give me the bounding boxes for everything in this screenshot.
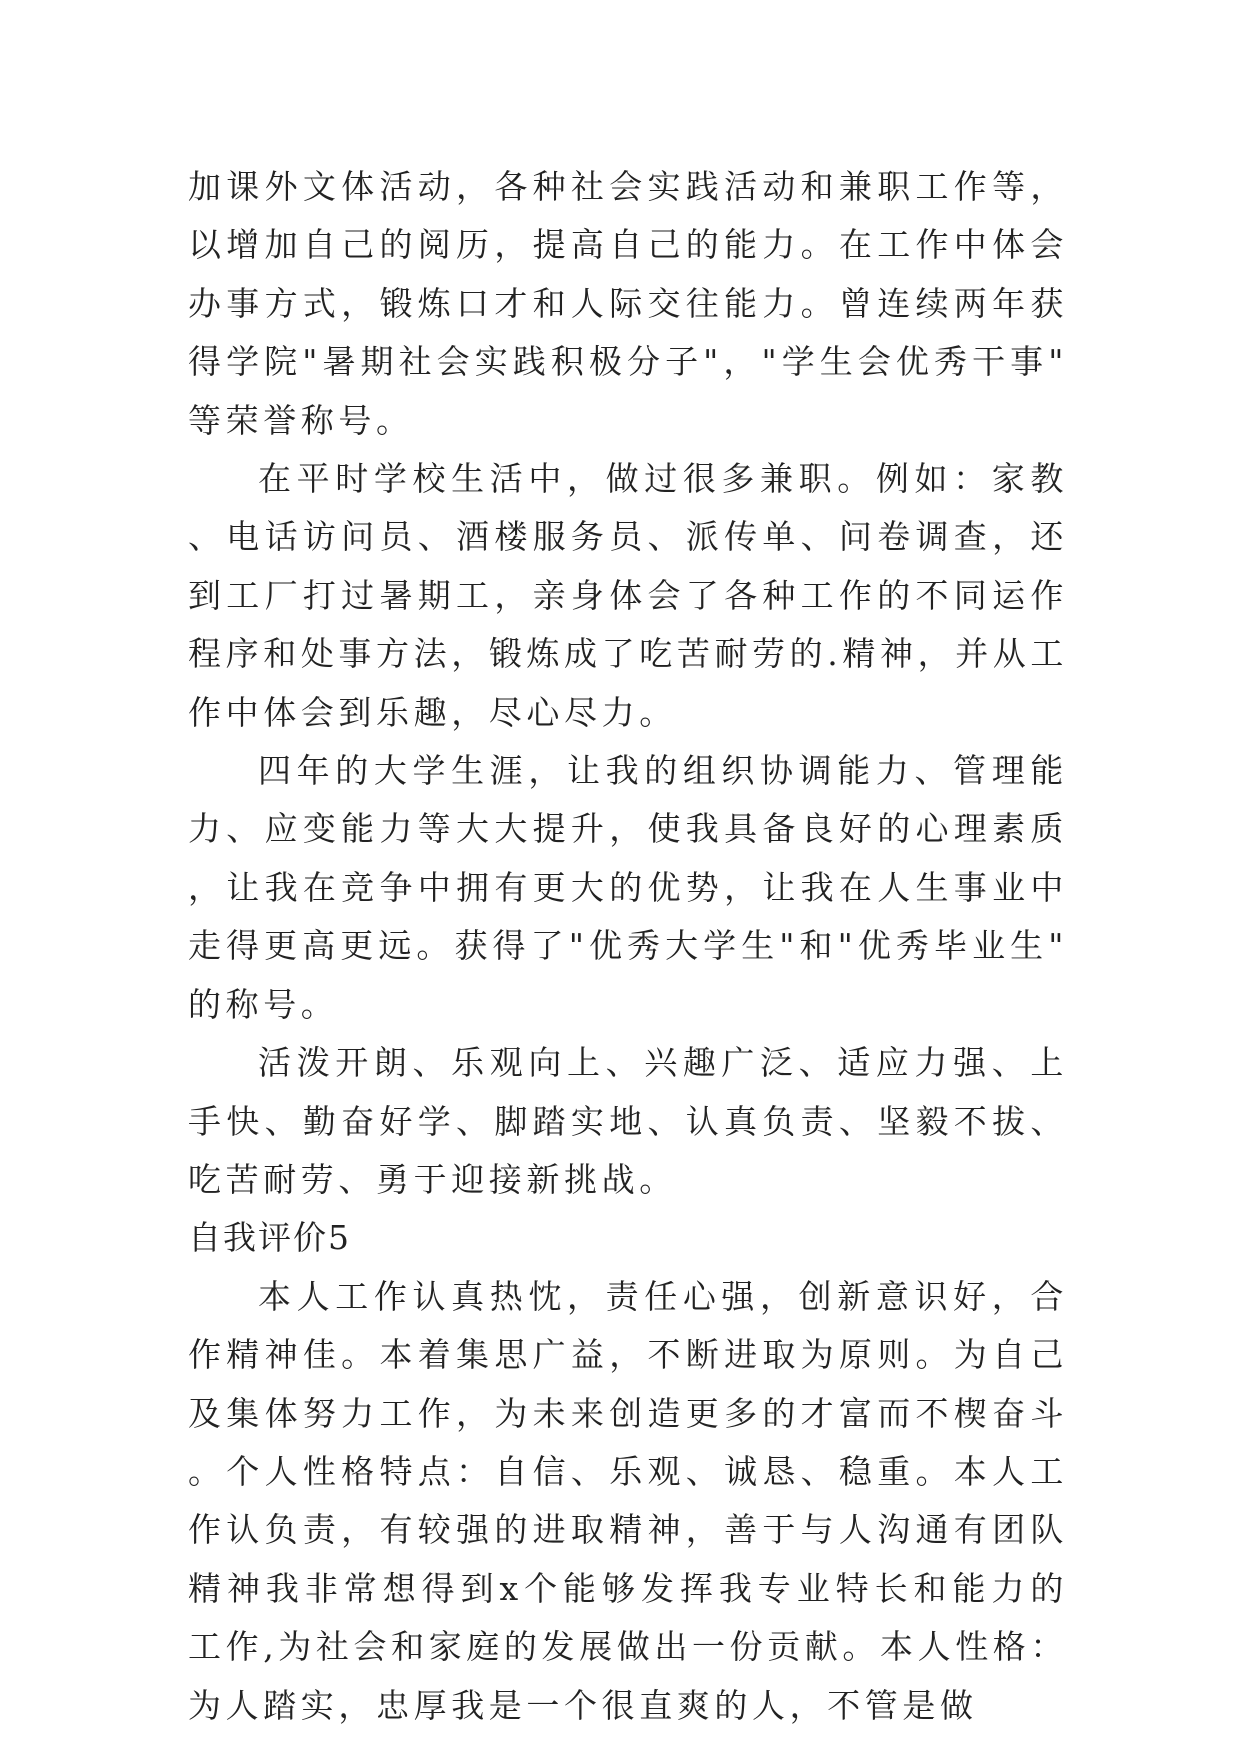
paragraph-activities: 加课外文体活动，各种社会实践活动和兼职工作等，以增加自己的阅历，提高自己的能力。在工作中体会办事方式，锻炼口才和人际交往能力。曾连续两年获得学院"暑期社会实践积极分子"，"学生会优秀干事"等荣誉称号。 xyxy=(188,167,1068,440)
document-body xyxy=(188,158,1068,1735)
paragraph-university-years: 四年的大学生涯，让我的组织协调能力、管理能力、应变能力等大大提升，使我具备良好的心理素质，让我在竞争中拥有更大的优势，让我在人生事业中走得更高更远。获得了"优秀大学生"和"优秀毕业生"的称号。 xyxy=(188,751,1068,1024)
paragraph-part-time-jobs: 在平时学校生活中，做过很多兼职。例如：家教、电话访问员、酒楼服务员、派传单、问卷调查，还到工厂打过暑期工，亲身体会了各种工作的不同运作程序和处事方法，锻炼成了吃苦耐劳的.精神，并从工作中体会到乐趣，尽心尽力。 xyxy=(188,459,1068,732)
section-heading: 自我评价5 xyxy=(188,1218,351,1258)
paragraph-self-evaluation: 本人工作认真热忱，责任心强，创新意识好，合作精神佳。本着集思广益，不断进取为原则。为自己及集体努力工作，为未来创造更多的才富而不楔奋斗。个人性格特点：自信、乐观、诚恳、稳重。本人工作认负责，有较强的进取精神，善于与人沟通有团队精神我非常想得到x个能够发挥我专业特长和能力的工作,为社会和家庭的发展做出一份贡献。本人性格：为人踏实，忠厚我是一个很直爽的人，不管是做 xyxy=(188,1276,1068,1725)
paragraph-personal-traits: 活泼开朗、乐观向上、兴趣广泛、适应力强、上手快、勤奋好学、脚踏实地、认真负责、坚毅不拔、吃苦耐劳、勇于迎接新挑战。 xyxy=(188,1043,1068,1199)
